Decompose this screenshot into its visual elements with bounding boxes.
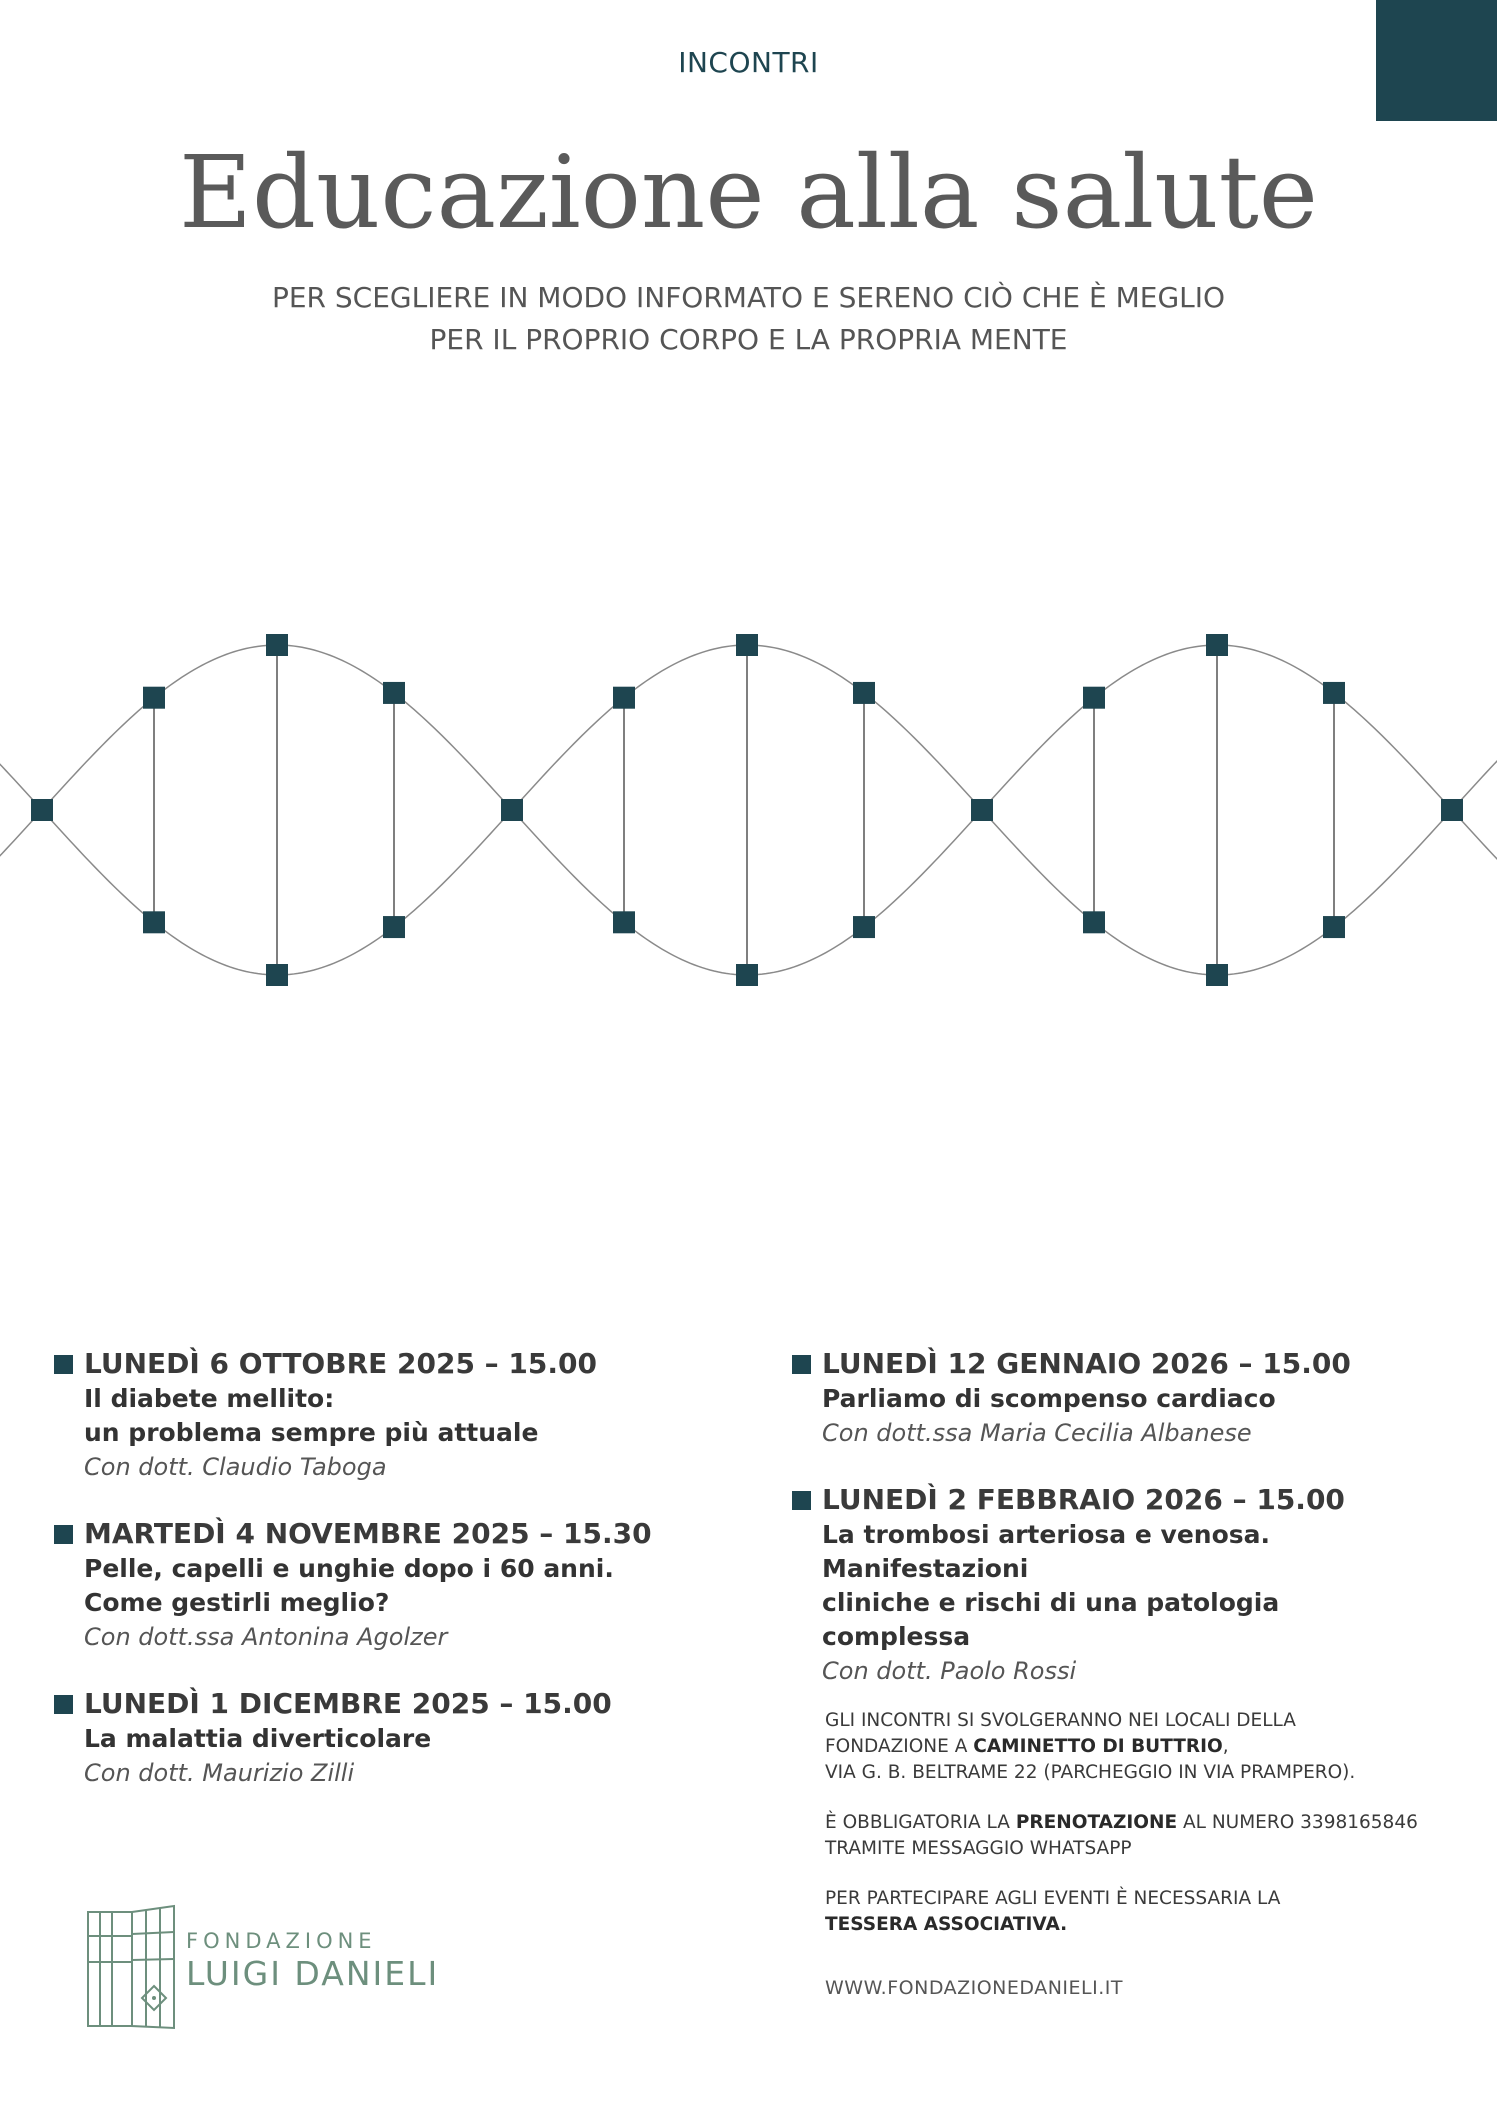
event-info	[825, 1708, 1465, 1962]
event-date: LUNEDÌ 1 DICEMBRE 2025 – 15.00	[84, 1687, 612, 1720]
helix-node	[853, 916, 875, 938]
helix-node	[1323, 916, 1345, 938]
helix-node	[266, 964, 288, 986]
helix-node	[266, 634, 288, 656]
event-title: Il diabete mellito: un problema sempre più attuale	[84, 1384, 539, 1447]
foundation-logo-icon	[86, 1904, 178, 2030]
helix-node	[1083, 911, 1105, 933]
helix-node	[1083, 687, 1105, 709]
bullet-square-icon	[792, 1355, 811, 1374]
helix-node	[383, 682, 405, 704]
subtitle-line-2: PER IL PROPRIO CORPO E LA PROPRIA MENTE	[429, 323, 1068, 356]
event-speaker: Con dott.ssa Maria Cecilia Albanese	[822, 1419, 1252, 1447]
event-title: Parliamo di scompenso cardiaco	[822, 1384, 1276, 1413]
event-title: Pelle, capelli e unghie dopo i 60 anni. Come gestirli meglio?	[84, 1554, 614, 1617]
bullet-square-icon	[54, 1695, 73, 1714]
dna-helix-illustration	[0, 600, 1497, 1020]
helix-node	[501, 799, 523, 821]
helix-node	[383, 916, 405, 938]
event-date: LUNEDÌ 2 FEBBRAIO 2026 – 15.00	[822, 1483, 1345, 1516]
event-date: MARTEDÌ 4 NOVEMBRE 2025 – 15.30	[84, 1517, 652, 1550]
logo-text-foundation: FONDAZIONE	[186, 1929, 377, 1953]
event-item	[54, 1516, 674, 1654]
website-link[interactable]: WWW.FONDAZIONEDANIELI.IT	[825, 1977, 1123, 1999]
event-title: La malattia diverticolare	[84, 1724, 432, 1753]
event-date: LUNEDÌ 12 GENNAIO 2026 – 15.00	[822, 1347, 1351, 1380]
helix-node	[143, 687, 165, 709]
bullet-square-icon	[792, 1491, 811, 1510]
events-left-column	[54, 1346, 674, 1822]
page-title: Educazione alla salute	[179, 134, 1318, 251]
helix-node	[1206, 964, 1228, 986]
event-speaker: Con dott. Claudio Taboga	[84, 1453, 387, 1481]
event-speaker: Con dott.ssa Antonina Agolzer	[84, 1623, 448, 1651]
bullet-square-icon	[54, 1525, 73, 1544]
bullet-square-icon	[54, 1355, 73, 1374]
events-right-column	[792, 1346, 1412, 1720]
location-info: GLI INCONTRI SI SVOLGERANNO NEI LOCALI DELLA FONDAZIONE A CAMINETTO DI BUTTRIO, VIA G. B. BELTRAME 22 (PARCHEGGIO IN VIA PRAMPERO).	[825, 1710, 1356, 1783]
helix-strand	[0, 645, 1497, 975]
membership-info: PER PARTECIPARE AGLI EVENTI È NECESSARIA LA TESSERA ASSOCIATIVA.	[825, 1888, 1281, 1935]
helix-node	[31, 799, 53, 821]
helix-node	[736, 634, 758, 656]
subtitle	[0, 277, 1497, 361]
kicker: INCONTRI	[678, 46, 819, 79]
subtitle-line-1: PER SCEGLIERE IN MODO INFORMATO E SERENO CIÒ CHE È MEGLIO	[271, 281, 1226, 314]
helix-strand	[0, 645, 1497, 975]
event-item	[792, 1346, 1412, 1450]
helix-node	[1206, 634, 1228, 656]
event-item	[54, 1346, 674, 1484]
helix-node	[143, 911, 165, 933]
event-item	[54, 1686, 674, 1790]
helix-node	[853, 682, 875, 704]
helix-node	[613, 687, 635, 709]
helix-node	[1441, 799, 1463, 821]
event-item	[792, 1482, 1412, 1688]
event-speaker: Con dott. Paolo Rossi	[822, 1657, 1077, 1685]
helix-node	[971, 799, 993, 821]
event-speaker: Con dott. Maurizio Zilli	[84, 1759, 355, 1787]
helix-node	[736, 964, 758, 986]
event-title: La trombosi arteriosa e venosa. Manifestazioni cliniche e rischi di una patologia complessa	[822, 1520, 1280, 1651]
helix-node	[1323, 682, 1345, 704]
event-date: LUNEDÌ 6 OTTOBRE 2025 – 15.00	[84, 1347, 597, 1380]
booking-info: È OBBLIGATORIA LA PRENOTAZIONE AL NUMERO 3398165846 TRAMITE MESSAGGIO WHATSAPP	[825, 1812, 1418, 1859]
logo-text-name: LUIGI DANIELI	[186, 1954, 440, 1993]
helix-node	[613, 911, 635, 933]
